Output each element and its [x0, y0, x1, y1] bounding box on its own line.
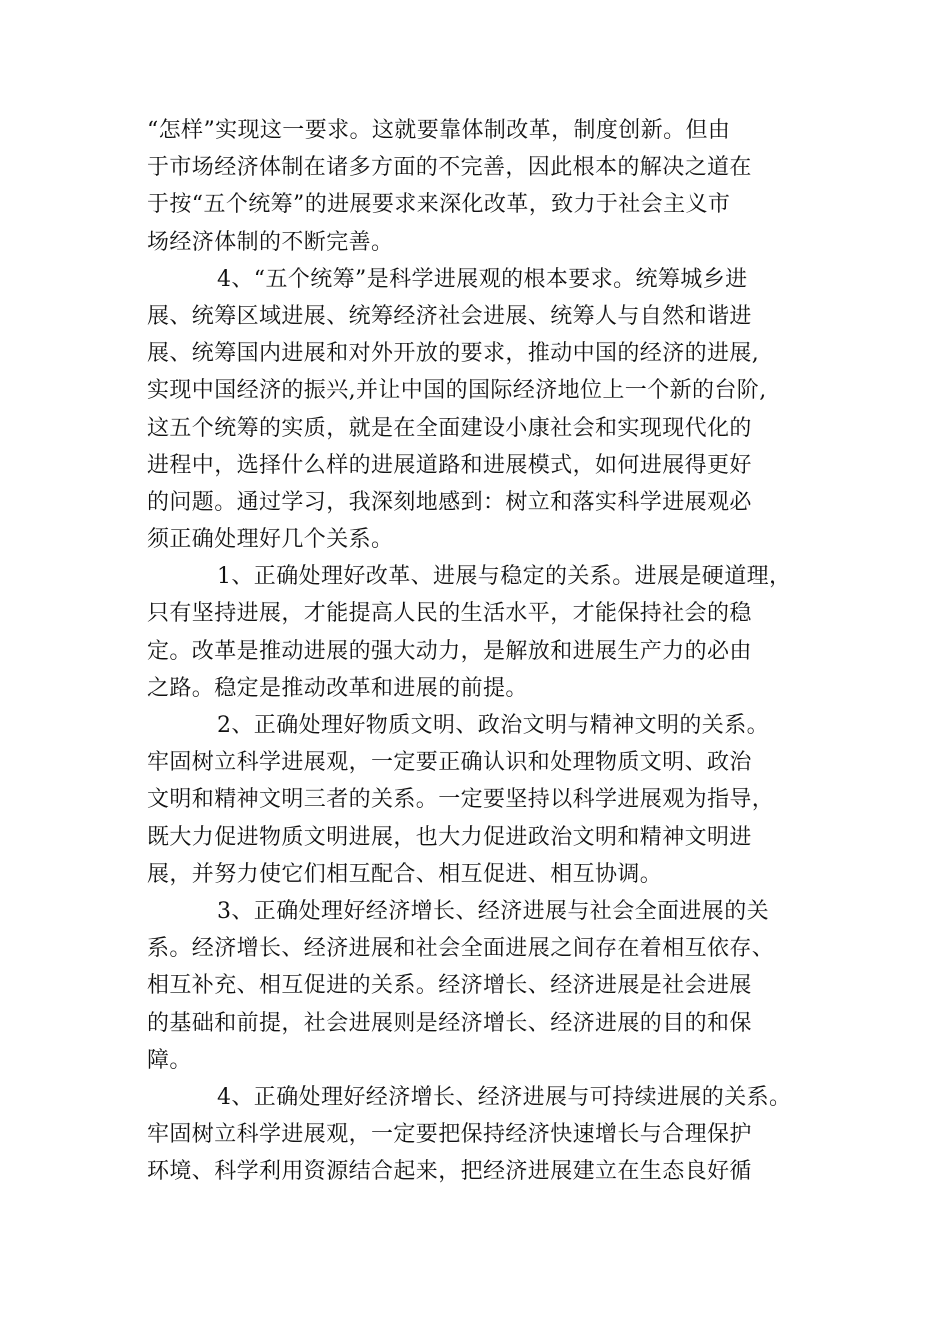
text-line: 1、正确处理好改革、进展与稳定的关系。进展是硬道理， [217, 564, 792, 590]
text-line: 牢固树立科学进展观，一定要正确认识和处理物质文明、政治 [147, 750, 752, 776]
text-line: 于按“五个统筹”的进展要求来深化改革，致力于社会主义市 [147, 192, 731, 218]
text-line: 环境、科学利用资源结合起来，把经济进展建立在生态良好循 [147, 1159, 752, 1185]
text-line: 展、统筹国内进展和对外开放的要求，推动中国的经济的进展, [147, 341, 760, 367]
text-line: 定。改革是推动进展的强大动力，是解放和进展生产力的必由 [147, 638, 752, 664]
text-line: 于市场经济体制在诸多方面的不完善，因此根本的解决之道在 [147, 155, 752, 181]
text-line: 3、正确处理好经济增长、经济进展与社会全面进展的关 [217, 898, 769, 924]
text-line: 实现中国经济的振兴,并让中国的国际经济地位上一个新的台阶, [147, 378, 767, 404]
text-line: 展，并努力使它们相互配合、相互促进、相互协调。 [147, 861, 663, 887]
text-line: 这五个统筹的实质，就是在全面建设小康社会和实现现代化的 [147, 415, 752, 441]
text-line: 的基础和前提，社会进展则是经济增长、经济进展的目的和保 [147, 1010, 752, 1036]
text-line: 的问题。通过学习，我深刻地感到：树立和落实科学进展观必 [147, 489, 752, 515]
paragraph-5 [147, 893, 827, 1079]
paragraph-1 [147, 112, 827, 261]
paragraph-4 [147, 707, 827, 893]
text-line: 牢固树立科学进展观，一定要把保持经济快速增长与合理保护 [147, 1122, 752, 1148]
text-line: 之路。稳定是推动改革和进展的前提。 [147, 675, 528, 701]
document-body [147, 112, 827, 1190]
text-line: 2、正确处理好物质文明、政治文明与精神文明的关系。 [217, 713, 769, 738]
text-line: 只有坚持进展，才能提高人民的生活水平，才能保持社会的稳 [147, 601, 752, 627]
text-line: 须正确处理好几个关系。 [147, 527, 394, 553]
text-line: 障。 [147, 1047, 192, 1073]
paragraph-6 [147, 1079, 827, 1191]
text-line: “怎样”实现这一要求。这就要靠体制改革，制度创新。但由 [147, 118, 731, 143]
text-line: 场经济体制的不断完善。 [147, 229, 394, 255]
text-line: 系。经济增长、经济进展和社会全面进展之间存在着相互依存、 [147, 936, 775, 962]
text-line: 既大力促进物质文明进展，也大力促进政治文明和精神文明进 [147, 824, 752, 850]
text-line: 相互补充、相互促进的关系。经济增长、经济进展是社会进展 [147, 973, 752, 999]
paragraph-2 [147, 261, 827, 559]
paragraph-3 [147, 558, 827, 707]
text-line: 文明和精神文明三者的关系。一定要坚持以科学进展观为指导， [147, 787, 775, 813]
text-line: 4、正确处理好经济增长、经济进展与可持续进展的关系。 [217, 1084, 792, 1110]
text-line: 展、统筹区域进展、统筹经济社会进展、统筹人与自然和谐进 [147, 303, 752, 329]
text-line: 进程中，选择什么样的进展道路和进展模式，如何进展得更好 [147, 452, 752, 478]
text-line: 4、“五个统筹”是科学进展观的根本要求。统筹城乡进 [217, 266, 748, 292]
